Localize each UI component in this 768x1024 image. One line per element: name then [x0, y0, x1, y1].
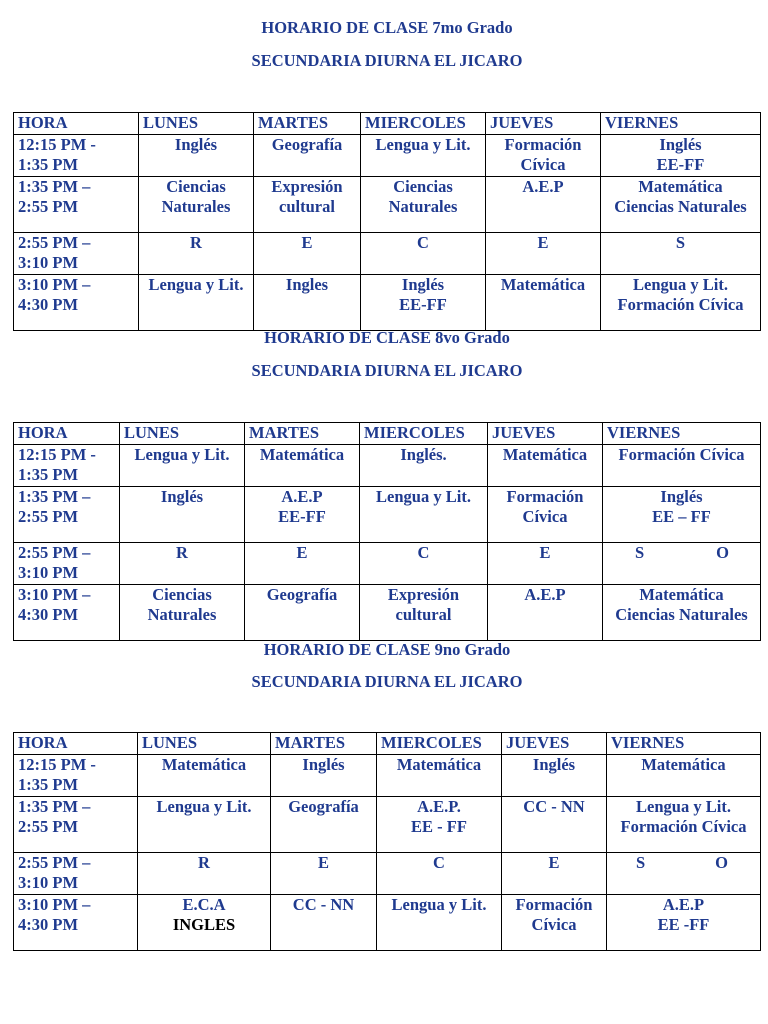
- header-viernes: VIERNES: [601, 113, 761, 135]
- hora-cell: 1:35 PM – 2:55 PM: [14, 796, 138, 852]
- table-row: [14, 852, 761, 894]
- schedule-title-7mo: HORARIO DE CLASE 7mo Grado: [261, 18, 513, 37]
- table-row: [14, 542, 761, 584]
- schedule-subtitle-7mo: SECUNDARIA DIURNA EL JICARO: [251, 51, 523, 70]
- class-cell: E: [271, 852, 377, 894]
- class-cell: A.E.P: [488, 584, 603, 640]
- class-cell: C: [361, 232, 486, 274]
- schedule-title-9no: HORARIO DE CLASE 9no Grado: [263, 640, 511, 659]
- table-row: [14, 584, 761, 640]
- class-cell: Matemática: [488, 444, 603, 486]
- hora-cell: 1:35 PM – 2:55 PM: [14, 486, 120, 542]
- class-cell: E: [245, 542, 360, 584]
- table-row: [14, 486, 761, 542]
- header-jueves: JUEVES: [486, 113, 601, 135]
- hora-cell: 2:55 PM – 3:10 PM: [14, 852, 138, 894]
- class-cell: Geografía: [271, 796, 377, 852]
- header-lunes: LUNES: [138, 733, 271, 755]
- table-header-row: [14, 733, 761, 755]
- class-cell: Matemática: [486, 274, 601, 330]
- schedule-table-8vo: [13, 422, 761, 641]
- class-cell: CC - NN: [502, 796, 607, 852]
- class-cell: Geografía: [245, 584, 360, 640]
- class-cell: Matemática: [138, 754, 271, 796]
- class-cell: Inglés: [271, 754, 377, 796]
- class-cell: Lengua y Lit.: [139, 274, 254, 330]
- class-cell: Formación Cívica: [488, 486, 603, 542]
- header-miercoles: MIERCOLES: [360, 423, 488, 445]
- class-cell: Lengua y Lit. Formación Cívica: [601, 274, 761, 330]
- header-lunes: LUNES: [139, 113, 254, 135]
- header-viernes: VIERNES: [607, 733, 761, 755]
- hora-cell: 12:15 PM - 1:35 PM: [14, 754, 138, 796]
- table-row: [14, 444, 761, 486]
- class-cell: Inglés EE-FF: [601, 134, 761, 176]
- header-jueves: JUEVES: [502, 733, 607, 755]
- class-cell: A.E.P EE -FF: [607, 894, 761, 950]
- class-cell: Matemática: [607, 754, 761, 796]
- class-cell: Inglés: [502, 754, 607, 796]
- schedule-table-9no: [13, 732, 761, 951]
- table-header-row: [14, 113, 761, 135]
- class-cell: Ciencias Naturales: [139, 176, 254, 232]
- table-row: [14, 754, 761, 796]
- class-cell: Expresión cultural: [360, 584, 488, 640]
- hora-cell: 3:10 PM – 4:30 PM: [14, 894, 138, 950]
- table-row: [14, 232, 761, 274]
- class-cell: S O: [603, 542, 761, 584]
- schedule-subtitle-9no: SECUNDARIA DIURNA EL JICARO: [251, 672, 523, 691]
- class-cell: Lengua y Lit.: [377, 894, 502, 950]
- table-header-row: [14, 423, 761, 445]
- class-cell: R: [139, 232, 254, 274]
- header-miercoles: MIERCOLES: [377, 733, 502, 755]
- header-hora: HORA: [14, 733, 138, 755]
- class-cell: Lengua y Lit.: [120, 444, 245, 486]
- table-row: [14, 274, 761, 330]
- header-martes: MARTES: [254, 113, 361, 135]
- class-cell: Inglés: [139, 134, 254, 176]
- schedule-table-7mo: [13, 112, 761, 331]
- header-hora: HORA: [14, 113, 139, 135]
- class-cell: Ciencias Naturales: [361, 176, 486, 232]
- class-cell: Matemática: [377, 754, 502, 796]
- header-hora: HORA: [14, 423, 120, 445]
- class-cell: E: [488, 542, 603, 584]
- class-cell: Matemática: [245, 444, 360, 486]
- class-cell: Matemática Ciencias Naturales: [603, 584, 761, 640]
- class-cell: E: [486, 232, 601, 274]
- class-cell: C: [360, 542, 488, 584]
- class-cell: S O: [607, 852, 761, 894]
- header-jueves: JUEVES: [488, 423, 603, 445]
- class-cell: Inglés EE – FF: [603, 486, 761, 542]
- header-martes: MARTES: [245, 423, 360, 445]
- class-cell: Expresión cultural: [254, 176, 361, 232]
- class-cell: Formación Cívica: [603, 444, 761, 486]
- class-cell: Lengua y Lit.: [361, 134, 486, 176]
- class-cell: Inglés EE-FF: [361, 274, 486, 330]
- hora-cell: 3:10 PM – 4:30 PM: [14, 274, 139, 330]
- class-cell: Inglés: [120, 486, 245, 542]
- class-cell: E: [254, 232, 361, 274]
- header-lunes: LUNES: [120, 423, 245, 445]
- hora-cell: 2:55 PM – 3:10 PM: [14, 542, 120, 584]
- table-row: [14, 134, 761, 176]
- class-cell: Lengua y Lit.: [360, 486, 488, 542]
- class-cell: R: [138, 852, 271, 894]
- class-cell: S: [601, 232, 761, 274]
- class-cell: Lengua y Lit. Formación Cívica: [607, 796, 761, 852]
- table-row: [14, 894, 761, 950]
- hora-cell: 1:35 PM – 2:55 PM: [14, 176, 139, 232]
- class-cell: E: [502, 852, 607, 894]
- header-viernes: VIERNES: [603, 423, 761, 445]
- hora-cell: 12:15 PM - 1:35 PM: [14, 134, 139, 176]
- table-row: [14, 796, 761, 852]
- class-cell: A.E.P. EE - FF: [377, 796, 502, 852]
- class-cell: Ingles: [254, 274, 361, 330]
- header-miercoles: MIERCOLES: [361, 113, 486, 135]
- class-cell: Matemática Ciencias Naturales: [601, 176, 761, 232]
- schedule-subtitle-8vo: SECUNDARIA DIURNA EL JICARO: [251, 361, 523, 380]
- hora-cell: 12:15 PM - 1:35 PM: [14, 444, 120, 486]
- header-martes: MARTES: [271, 733, 377, 755]
- class-cell: Geografía: [254, 134, 361, 176]
- hora-cell: 3:10 PM – 4:30 PM: [14, 584, 120, 640]
- table-row: [14, 176, 761, 232]
- class-cell: Formación Cívica: [502, 894, 607, 950]
- class-cell: Inglés.: [360, 444, 488, 486]
- class-cell: C: [377, 852, 502, 894]
- class-cell: Formación Cívica: [486, 134, 601, 176]
- class-cell: CC - NN: [271, 894, 377, 950]
- hora-cell: 2:55 PM – 3:10 PM: [14, 232, 139, 274]
- class-cell: A.E.P EE-FF: [245, 486, 360, 542]
- class-cell: E.C.A INGLES: [138, 894, 271, 950]
- class-cell: A.E.P: [486, 176, 601, 232]
- class-cell: R: [120, 542, 245, 584]
- schedule-title-8vo: HORARIO DE CLASE 8vo Grado: [264, 328, 510, 347]
- class-cell: Lengua y Lit.: [138, 796, 271, 852]
- class-cell: Ciencias Naturales: [120, 584, 245, 640]
